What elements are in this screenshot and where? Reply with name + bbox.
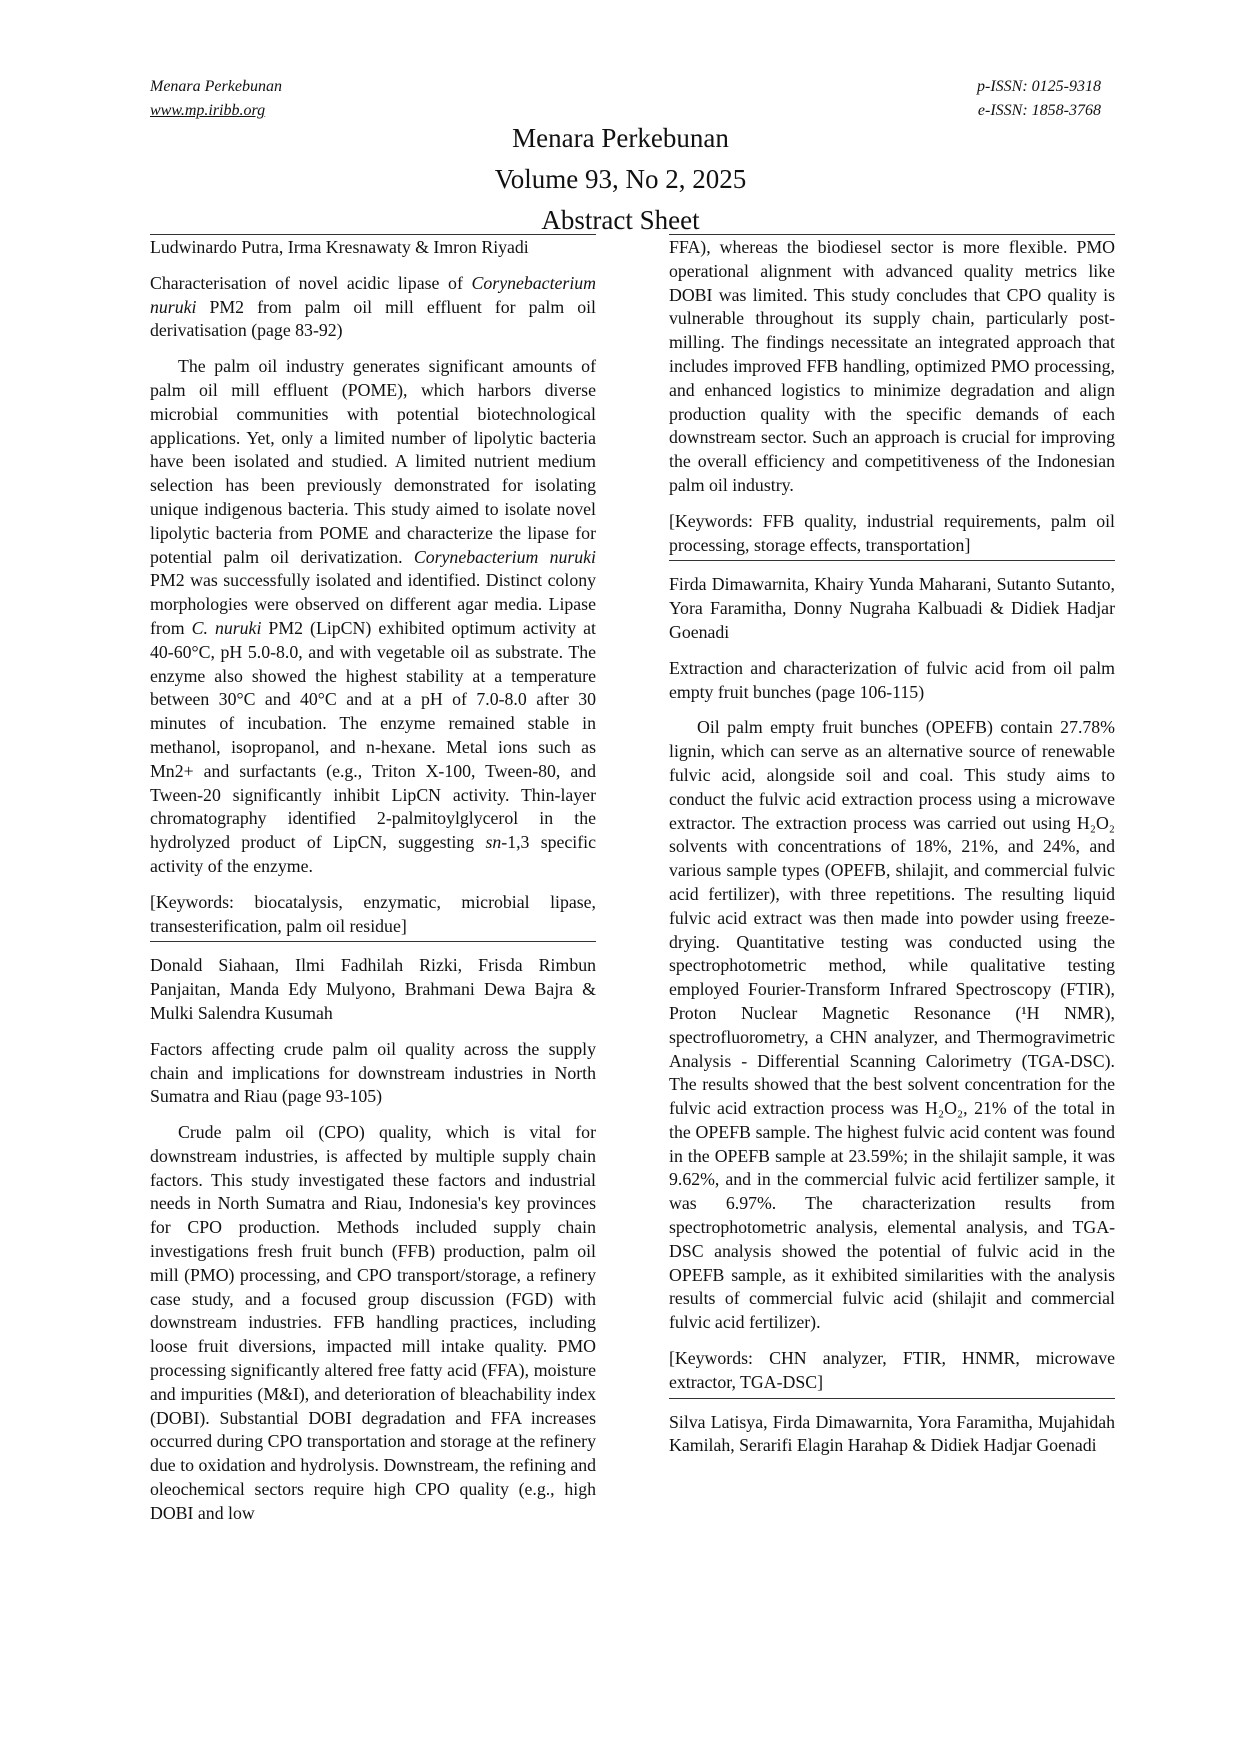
title-sheet: Abstract Sheet — [541, 205, 700, 235]
article1-authors: Ludwinardo Putra, Irma Kresnawaty & Imron Riyadi — [150, 237, 529, 257]
journal-website-link[interactable]: www.mp.iribb.org — [150, 102, 266, 119]
article4-authors: Silva Latisya, Firda Dimawarnita, Yora Faramitha, Mujahidah Kamilah, Serarifi Elagin Harahap & Didiek Hadjar Goenadi — [669, 1411, 1115, 1456]
article3-title: Extraction and characterization of fulvic acid from oil palm empty fruit bunches (page 106-115) — [669, 657, 1115, 702]
article3-authors: Firda Dimawarnita, Khairy Yunda Maharani, Sutanto Sutanto, Yora Faramitha, Donny Nugraha Kalbuadi & Didiek Hadjar Goenadi — [669, 574, 1115, 642]
article2-abstract-continued: FFA), whereas the biodiesel sector is more flexible. PMO operational alignment with advanced quality metrics like DOBI was limited. This study concludes that CPO quality is vulnerable throughout its supply chain, particularly post-milling. The findings necessitate an integrated approach that includes improved FFB handling, optimized PMO processing, and enhanced logistics to minimize degradation and align production quality with the specific demands of each downstream sector. Such an approach is crucial for improving the overall efficiency and competitiveness of the Indonesian palm oil industry. — [669, 237, 1115, 495]
article3-keywords: [Keywords: CHN analyzer, FTIR, HNMR, microwave extractor, TGA-DSC] — [669, 1347, 1115, 1399]
article2-abstract: Crude palm oil (CPO) quality, which is vital for downstream industries, is affected by multiple supply chain factors. This study investigated these factors and industrial needs in North Sumatra and Riau, Indonesia's key provinces for CPO production. Methods included supply chain investigations fresh fruit bunch (FFB) production, palm oil mill (PMO) processing, and CPO transport/storage, a refinery case study, and a focused group discussion (FGD) with downstream industries. FFB handling practices, including loose fruit diversions, impacted mill intake quality. PMO processing significantly altered free fatty acid (FFA), moisture and impurities (M&I), and deterioration of bleachability index (DOBI). Substantial DOBI degradation and FFA increases occurred during CPO transportation and storage at the refinery due to oxidation and hydrolysis. Downstream, the refining and oleochemical sectors require high CPO quality (e.g., high DOBI and low — [150, 1122, 596, 1523]
article2-title: Factors affecting crude palm oil quality across the supply chain and implications for downstream industries in North Sumatra and Riau (page 93-105) — [150, 1038, 596, 1107]
right-column — [669, 236, 1115, 1470]
article1-abstract: The palm oil industry generates significant amounts of palm oil mill effluent (POME), which harbors diverse microbial communities with potential biotechnological applications. Yet, only a limited number of lipolytic bacteria have been isolated and studied. A limited nutrient medium selection has been previously demonstrated for isolating unique indigenous bacteria. This study aimed to isolate novel lipolytic bacteria from POME and characterize the lipase for potential palm oil derivatization. Corynebacterium nuruki PM2 was successfully isolated and identified. Distinct colony morphologies were observed on different agar media. Lipase from C. nuruki PM2 (LipCN) exhibited optimum activity at 40-60°C, pH 5.0-8.0, and with vegetable oil as substrate. The enzyme also showed the highest stability at a temperature between 30°C and 40°C and at a pH of 7.0-8.0 after 30 minutes of incubation. The enzyme remained stable in methanol, isopropanol, and n-hexane. Metal ions such as Mn2+ and surfactants (e.g., Triton X-100, Tween-80, and Tween-20 significantly inhibit LipCN activity. Thin-layer chromatography identified 2-palmitoylglycerol in the hydrolyzed product of LipCN, suggesting sn-1,3 specific activity of the enzyme. — [150, 356, 597, 876]
article2-authors: Donald Siahaan, Ilmi Fadhilah Rizki, Frisda Rimbun Panjaitan, Manda Edy Mulyono, Brahmani Dewa Bajra & Mulki Salendra Kusumah — [150, 955, 596, 1023]
e-issn: e-ISSN: 1858-3768 — [977, 102, 1101, 119]
title-journal: Menara Perkebunan — [512, 123, 729, 153]
title-volume: Volume 93, No 2, 2025 — [494, 164, 747, 194]
article2-keywords: [Keywords: FFB quality, industrial requirements, palm oil processing, storage effects, transportation] — [669, 510, 1115, 562]
left-column — [150, 236, 596, 1538]
p-issn: p-ISSN: 0125-9318 — [977, 78, 1101, 95]
article1-title: Characterisation of novel acidic lipase of Corynebacterium nuruki PM2 from palm oil mill effluent for palm oil derivatisation (page 83-92) — [150, 272, 596, 341]
top-rule-right — [669, 234, 1115, 235]
header-right — [977, 75, 1101, 123]
page-title-block — [0, 118, 1241, 241]
journal-name: Menara Perkebunan — [150, 78, 282, 95]
article1-keywords: [Keywords: biocatalysis, enzymatic, microbial lipase, transesterification, palm oil residue] — [150, 891, 596, 943]
top-rule-left — [150, 234, 596, 235]
header-left — [150, 75, 282, 123]
article3-abstract: Oil palm empty fruit bunches (OPEFB) contain 27.78% lignin, which can serve as an alternative source of renewable fulvic acid, alongside soil and coal. This study aims to conduct the fulvic acid extraction process using a microwave extractor. The extraction process was carried out using H₂O₂ solvents with concentrations of 18%, 21%, and 24%, and various sample types (OPEFB, shilajit, and commercial fulvic acid fertilizer), with three repetitions. The resulting liquid fulvic acid extract was then made into powder using freeze-drying. Quantitative testing was conducted using the spectrophotometric method, while qualitative testing employed Fourier-Transform Infrared Spectroscopy (FTIR), Proton Nuclear Magnetic Resonance (¹H NMR), spectrofluorometry, a CHN analyzer, and Thermogravimetric Analysis - Differential Scanning Calorimetry (TGA-DSC). The results showed that the best solvent concentration for the fulvic acid extraction process was H₂O₂, 21% of the total in the OPEFB sample. The highest fulvic acid content was found in the OPEFB sample at 23.59%; in the shilajit sample, it was 9.62%, and in the commercial fulvic acid fertilizer sample, it was 6.97%. The characterization results from spectrophotometric analysis, elemental analysis, and TGA-DSC analysis showed the potential of fulvic acid in the OPEFB sample, as it exhibited similarities with the analysis results of commercial fulvic acid (shilajit and commercial fulvic acid fertilizer). — [669, 717, 1115, 1333]
